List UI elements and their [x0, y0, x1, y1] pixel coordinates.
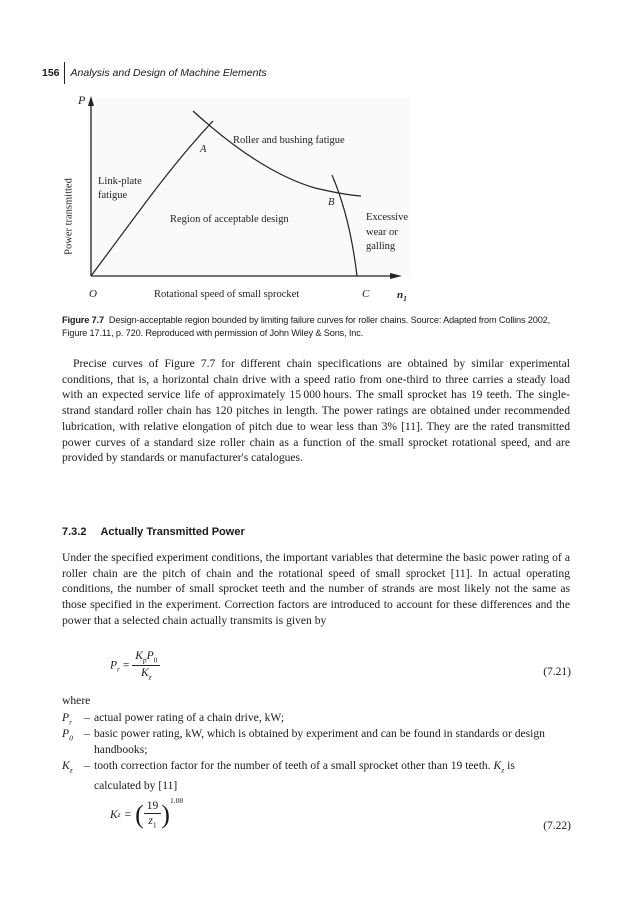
def-symbol	[62, 758, 80, 794]
x-axis-symbol	[397, 289, 407, 305]
body-paragraph-1: Precise curves of Figure 7.7 for different chain specifications are obtained by similar experimental conditions, that is, a horizontal chain drive with a speed ratio from one-third to three carries a steady load with an expected service life of approximately 15 000 hours. The small sprocket has 19 teeth. The single-strand standard roller chain has 120 pitches in length. The power ratings are obtained under recommended lubrication, with relative elongation of pitch due to wear less than 3% [11]. They are the rated transmitted power curves of a standard size roller chain as a function of the small sprocket rotational speed, and are provided by standards or manufacturer's catalogues.	[62, 357, 570, 465]
equals-sign: =	[122, 659, 130, 672]
section-number: 7.3.2	[62, 526, 87, 538]
eq721-numerator	[132, 650, 160, 666]
y-axis-label: Power transmitted	[63, 178, 75, 255]
eq722-den-z: z	[148, 815, 153, 827]
eq722-exponent: 1.08	[169, 796, 184, 805]
eq721-denominator	[138, 666, 155, 681]
excessive-label-line3: galling	[366, 241, 396, 252]
section-heading	[62, 526, 245, 538]
x-axis-label: Rotational speed of small sprocket	[154, 289, 300, 300]
eq722-fraction	[144, 800, 162, 829]
excessive-label-line2: wear or	[366, 227, 398, 238]
origin-label: O	[89, 288, 97, 300]
def-text: basic power rating, kW, which is obtained by experiment and can be found in standards or design handbooks;	[94, 727, 545, 756]
link-plate-label-line1: Link-plate	[98, 176, 142, 187]
def-sym-sub: 0	[69, 733, 73, 743]
def-text-before: tooth correction factor for the number of teeth of a small sprocket other than 19 teeth.	[94, 759, 491, 772]
eq721-den-sub: z	[148, 672, 152, 682]
def-inline-sub: z	[501, 765, 505, 775]
def-inline-sym: K	[493, 759, 502, 772]
eq722-numerator: 19	[144, 800, 162, 814]
def-text	[94, 758, 562, 794]
def-sym-main: P	[62, 727, 70, 740]
excessive-label-line1: Excessive	[366, 212, 408, 223]
eq721-num-p-sub: 0	[153, 655, 158, 665]
def-sym-main: P	[62, 711, 70, 724]
eq722-den-sub: 1	[152, 820, 157, 830]
equation-number-7-21: (7.21)	[543, 666, 571, 678]
def-sym-main: K	[62, 759, 70, 772]
def-symbol	[62, 726, 80, 757]
equation-7-21	[110, 650, 160, 682]
equals-sign: =	[124, 808, 132, 821]
left-paren: (	[135, 799, 144, 829]
body-paragraph-2: Under the specified experiment conditions, the important variables that determine the basic power rating of a roller chain are the pitch of chain and the rotational speed of small sprocket [11]. In actual operating conditions, the number of small sprocket teeth and the number of strands are most likely not the same as those specified in the experiment. Correction factors are introduced to account for these differences and the power that a selected chain actually transmits is given by	[62, 551, 570, 627]
eq721-lhs: P	[110, 659, 118, 672]
x-axis-symbol-sub: 1	[403, 294, 407, 304]
eq721-num-p: P	[146, 650, 154, 662]
right-paren: )	[161, 799, 170, 829]
caption-text: Design-acceptable region bounded by limiting failure curves for roller chains. Source: Adapted from Collins 2002, Figure 17.11, p. 720. Reproduced with permission of John Wiley & Sons, Inc.	[62, 315, 551, 338]
eq722-denominator	[145, 814, 159, 829]
figure-caption	[62, 314, 572, 340]
def-text: actual power rating of a chain drive, kW;	[94, 711, 285, 724]
y-axis-symbol: P	[78, 93, 86, 107]
point-b-label: B	[328, 197, 335, 208]
def-dash: –	[84, 759, 90, 772]
acceptable-region-label: Region of acceptable design	[170, 214, 289, 225]
equation-number-7-22: (7.22)	[543, 820, 571, 832]
caption-label: Figure 7.7	[62, 315, 104, 325]
eq721-num-k-sub: p	[142, 655, 147, 665]
eq721-den-k: K	[141, 667, 149, 680]
def-dash: –	[84, 727, 90, 740]
link-plate-label-line2: fatigue	[98, 190, 128, 201]
book-title: Analysis and Design of Machine Elements	[70, 67, 267, 79]
eq721-lhs-sub: r	[117, 664, 120, 674]
where-label: where	[62, 694, 91, 707]
page-number: 156	[42, 67, 60, 79]
definition-kz	[62, 758, 562, 794]
definition-p0	[62, 726, 562, 757]
def-sym-sub: z	[69, 765, 73, 775]
roller-bushing-label: Roller and bushing fatigue	[233, 135, 345, 146]
section-title: Actually Transmitted Power	[100, 526, 245, 538]
point-a-label: A	[200, 144, 207, 155]
figure-7-7	[60, 92, 420, 304]
eq721-num-k: K	[135, 650, 143, 662]
def-dash: –	[84, 711, 90, 724]
x-axis-symbol-n: n	[397, 289, 404, 301]
def-sym-sub: r	[69, 717, 73, 727]
eq721-fraction	[132, 650, 160, 682]
def-text-after: is calculated by [11]	[94, 759, 515, 793]
eq722-lhs-sub: z	[117, 810, 121, 820]
equation-7-22	[110, 796, 184, 830]
eq722-lhs: K	[110, 808, 118, 821]
c-label: C	[362, 288, 370, 300]
header-divider	[64, 62, 65, 84]
running-head	[42, 62, 267, 84]
